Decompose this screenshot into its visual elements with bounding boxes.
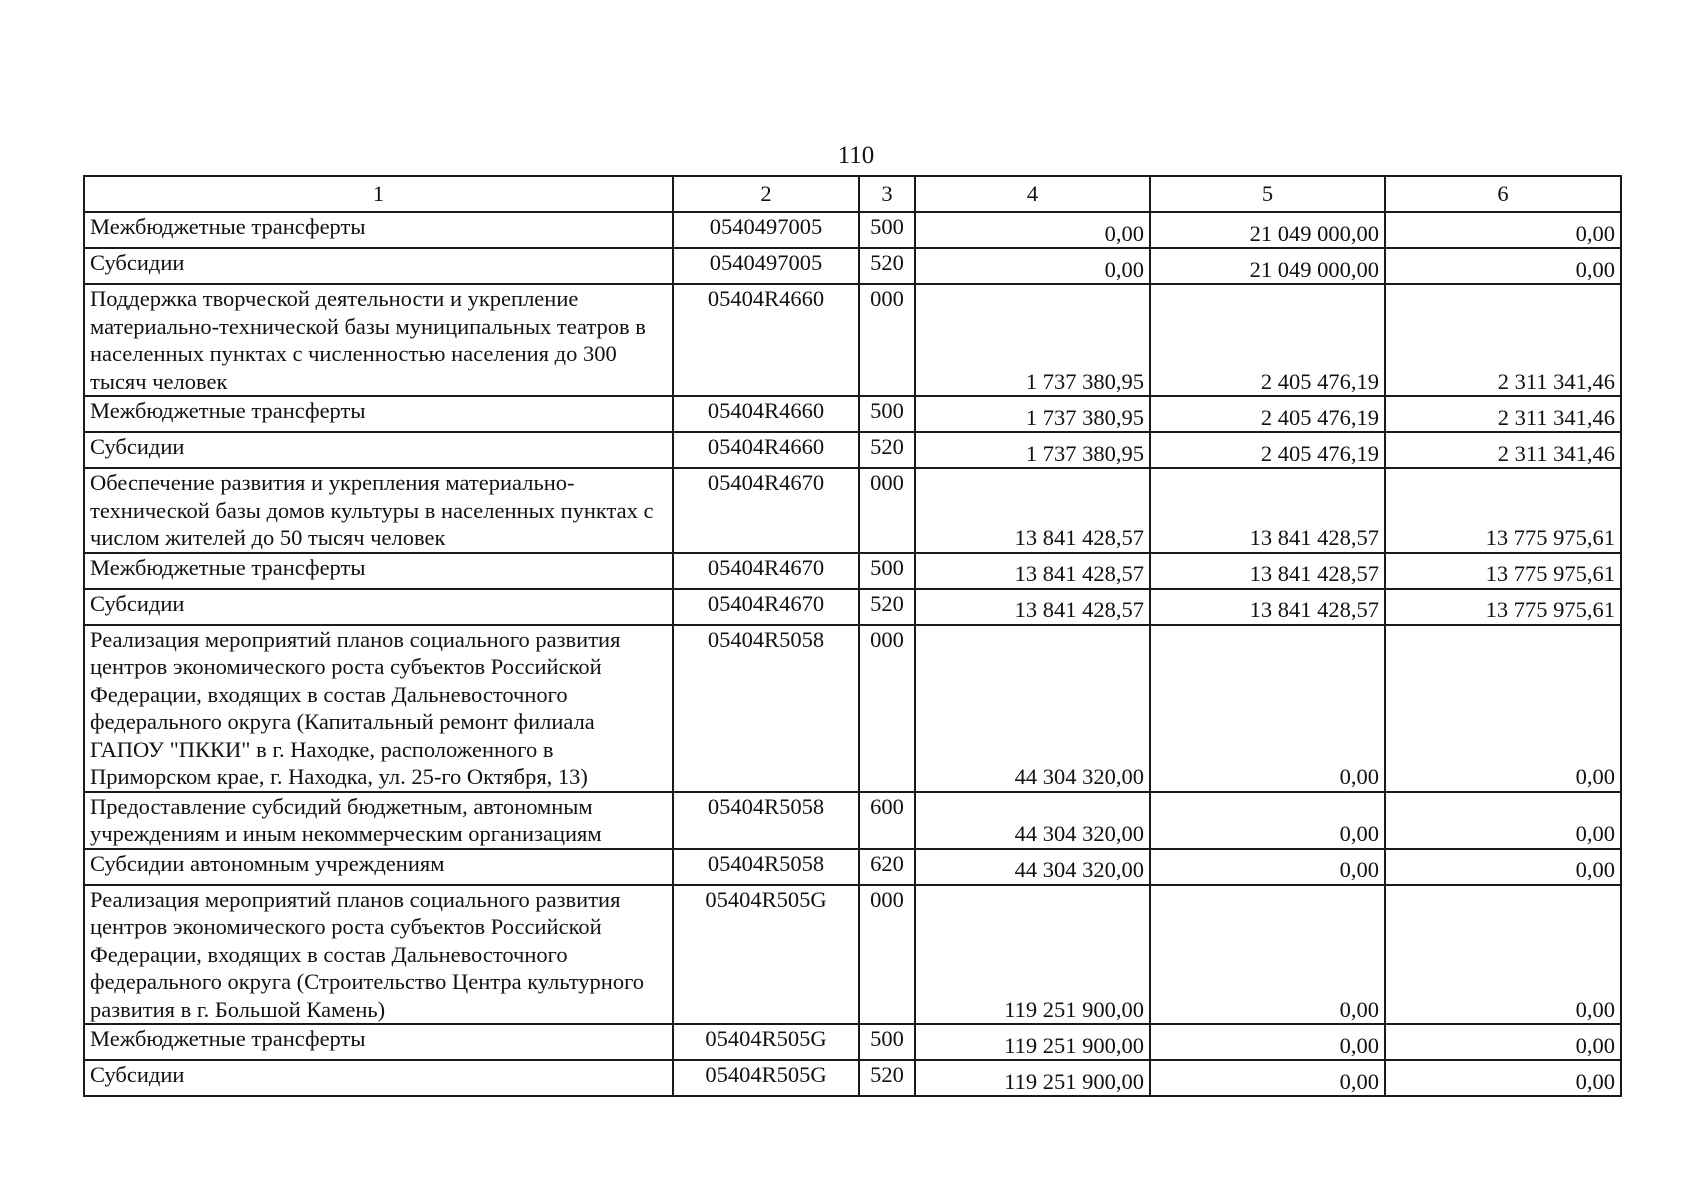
row-amount-col5: 2 405 476,19: [1150, 396, 1385, 432]
row-name: Поддержка творческой деятельности и укрепление материально-технической базы муниципальных театров в населенных пунктах с численностью населения до 300 тысяч человек: [84, 284, 673, 396]
row-amount-col6: 0,00: [1385, 1024, 1621, 1060]
column-header-5: 5: [1150, 176, 1385, 212]
row-amount-col5: 13 841 428,57: [1150, 553, 1385, 589]
row-expense-kind: 520: [859, 248, 915, 284]
row-amount-col6: 0,00: [1385, 792, 1621, 849]
table-row: [84, 284, 1621, 396]
row-name: Субсидии: [84, 248, 673, 284]
row-name: Межбюджетные трансферты: [84, 1024, 673, 1060]
row-target-code: 05404R505G: [673, 1060, 859, 1096]
row-amount-col6: 13 775 975,61: [1385, 468, 1621, 553]
row-target-code: 0540497005: [673, 212, 859, 248]
column-header-1: 1: [84, 176, 673, 212]
row-amount-col5: 2 405 476,19: [1150, 284, 1385, 396]
row-amount-col6: 13 775 975,61: [1385, 589, 1621, 625]
table-row: [84, 849, 1621, 885]
column-header-3: 3: [859, 176, 915, 212]
column-header-2: 2: [673, 176, 859, 212]
row-amount-col6: 0,00: [1385, 212, 1621, 248]
header-row: [84, 176, 1621, 212]
row-amount-col6: 0,00: [1385, 248, 1621, 284]
row-target-code: 05404R4670: [673, 553, 859, 589]
row-expense-kind: 600: [859, 792, 915, 849]
table-row: [84, 432, 1621, 468]
row-name: Предоставление субсидий бюджетным, автономным учреждениям и иным некоммерческим организациям: [84, 792, 673, 849]
row-expense-kind: 000: [859, 468, 915, 553]
row-amount-col4: 1 737 380,95: [915, 432, 1150, 468]
row-name: Межбюджетные трансферты: [84, 212, 673, 248]
row-amount-col4: 1 737 380,95: [915, 396, 1150, 432]
row-amount-col6: 0,00: [1385, 849, 1621, 885]
table-row: [84, 396, 1621, 432]
row-target-code: 05404R505G: [673, 885, 859, 1025]
row-amount-col6: 0,00: [1385, 1060, 1621, 1096]
table-row: [84, 1060, 1621, 1096]
row-amount-col5: 2 405 476,19: [1150, 432, 1385, 468]
row-amount-col4: 119 251 900,00: [915, 885, 1150, 1025]
row-expense-kind: 500: [859, 1024, 915, 1060]
row-expense-kind: 000: [859, 885, 915, 1025]
row-amount-col5: 21 049 000,00: [1150, 212, 1385, 248]
row-name: Субсидии автономным учреждениям: [84, 849, 673, 885]
row-name: Реализация мероприятий планов социального развития центров экономического роста субъектов Российской Федерации, входящих в состав Дальневосточного федерального округа (Строительство Центра культурного развития в г. Большой Камень): [84, 885, 673, 1025]
table-row: [84, 625, 1621, 792]
row-amount-col6: 0,00: [1385, 625, 1621, 792]
row-target-code: 05404R4670: [673, 589, 859, 625]
row-target-code: 05404R4660: [673, 284, 859, 396]
table-row: [84, 589, 1621, 625]
row-amount-col5: 21 049 000,00: [1150, 248, 1385, 284]
row-target-code: 0540497005: [673, 248, 859, 284]
table-row: [84, 792, 1621, 849]
row-expense-kind: 620: [859, 849, 915, 885]
budget-table: [83, 175, 1622, 1097]
row-expense-kind: 500: [859, 553, 915, 589]
row-amount-col4: 119 251 900,00: [915, 1024, 1150, 1060]
row-name: Субсидии: [84, 1060, 673, 1096]
row-target-code: 05404R4670: [673, 468, 859, 553]
row-target-code: 05404R5058: [673, 792, 859, 849]
row-amount-col4: 44 304 320,00: [915, 849, 1150, 885]
table-row: [84, 885, 1621, 1025]
row-amount-col6: 2 311 341,46: [1385, 396, 1621, 432]
row-name: Обеспечение развития и укрепления материально-технической базы домов культуры в населенных пунктах с числом жителей до 50 тысяч человек: [84, 468, 673, 553]
table-row: [84, 468, 1621, 553]
table-row: [84, 212, 1621, 248]
row-amount-col4: 13 841 428,57: [915, 589, 1150, 625]
row-expense-kind: 520: [859, 1060, 915, 1096]
page-number: 110: [837, 142, 875, 169]
row-name: Субсидии: [84, 589, 673, 625]
row-amount-col4: 0,00: [915, 248, 1150, 284]
row-amount-col4: 0,00: [915, 212, 1150, 248]
row-expense-kind: 520: [859, 432, 915, 468]
row-amount-col5: 13 841 428,57: [1150, 589, 1385, 625]
row-amount-col5: 0,00: [1150, 792, 1385, 849]
table-row: [84, 248, 1621, 284]
row-amount-col4: 44 304 320,00: [915, 792, 1150, 849]
row-name: Межбюджетные трансферты: [84, 553, 673, 589]
row-amount-col4: 1 737 380,95: [915, 284, 1150, 396]
row-amount-col5: 0,00: [1150, 849, 1385, 885]
row-amount-col5: 0,00: [1150, 885, 1385, 1025]
row-expense-kind: 500: [859, 396, 915, 432]
row-amount-col6: 2 311 341,46: [1385, 284, 1621, 396]
row-amount-col5: 0,00: [1150, 1024, 1385, 1060]
row-amount-col4: 44 304 320,00: [915, 625, 1150, 792]
column-header-4: 4: [915, 176, 1150, 212]
row-expense-kind: 000: [859, 625, 915, 792]
row-amount-col5: 13 841 428,57: [1150, 468, 1385, 553]
table-row: [84, 1024, 1621, 1060]
row-name: Реализация мероприятий планов социального развития центров экономического роста субъектов Российской Федерации, входящих в состав Дальневосточного федерального округа (Капитальный ремонт филиала ГАПОУ "ПККИ" в г. Находке, расположенного в Приморском крае, г. Находка, ул. 25-го Октября, 13): [84, 625, 673, 792]
row-expense-kind: 000: [859, 284, 915, 396]
row-amount-col5: 0,00: [1150, 1060, 1385, 1096]
row-target-code: 05404R4660: [673, 432, 859, 468]
row-amount-col4: 13 841 428,57: [915, 468, 1150, 553]
row-expense-kind: 520: [859, 589, 915, 625]
row-expense-kind: 500: [859, 212, 915, 248]
row-target-code: 05404R5058: [673, 625, 859, 792]
row-amount-col6: 2 311 341,46: [1385, 432, 1621, 468]
row-amount-col6: 0,00: [1385, 885, 1621, 1025]
row-name: Межбюджетные трансферты: [84, 396, 673, 432]
row-target-code: 05404R4660: [673, 396, 859, 432]
row-amount-col6: 13 775 975,61: [1385, 553, 1621, 589]
row-target-code: 05404R5058: [673, 849, 859, 885]
row-amount-col5: 0,00: [1150, 625, 1385, 792]
column-header-6: 6: [1385, 176, 1621, 212]
row-amount-col4: 13 841 428,57: [915, 553, 1150, 589]
row-name: Субсидии: [84, 432, 673, 468]
row-amount-col4: 119 251 900,00: [915, 1060, 1150, 1096]
table-row: [84, 553, 1621, 589]
row-target-code: 05404R505G: [673, 1024, 859, 1060]
